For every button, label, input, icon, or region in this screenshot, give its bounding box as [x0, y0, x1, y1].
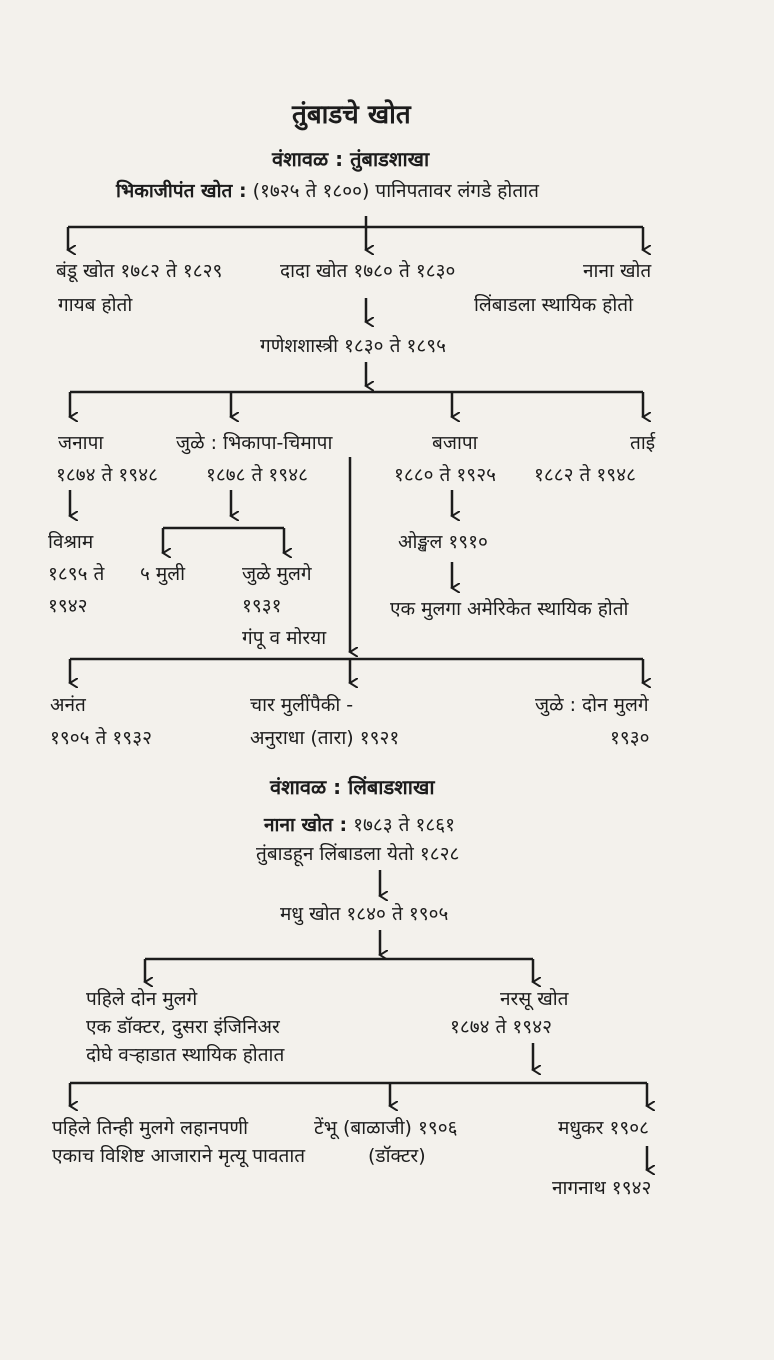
- root-name: भिकाजीपंत खोत :: [116, 180, 247, 202]
- root-desc: (१७२५ ते १८००) पानिपतावर लंगडे होतात: [252, 180, 539, 202]
- node-first-two-2: एक डॉक्टर, दुसरा इंजिनिअर: [86, 1016, 280, 1038]
- node-bajapa: बजापा: [432, 432, 478, 454]
- node-janapa: जनापा: [58, 432, 104, 454]
- node-three-sons-1: पहिले तिन्ही मुलगे लहानपणी: [52, 1117, 249, 1139]
- limbad-nana: [264, 814, 455, 837]
- node-jule: जुळे : भिकापा-चिमापा: [176, 432, 333, 454]
- root-node: [116, 180, 539, 203]
- node-odhdhal: ओङ्खल १९१०: [398, 531, 488, 553]
- node-bandu: बंडू खोत १७८२ ते १८२९: [56, 260, 223, 282]
- node-madhu: मधु खोत १८४० ते १९०५: [280, 903, 449, 925]
- node-nagnath: नागनाथ १९४२: [552, 1177, 652, 1199]
- node-anant-years: १९०५ ते १९३२: [50, 727, 152, 749]
- node-nana-note: लिंबाडला स्थायिक होतो: [474, 294, 633, 316]
- node-nana: नाना खोत: [583, 260, 652, 282]
- limbad-nana-years: १७८३ ते १८६१: [353, 814, 456, 836]
- node-us-son: एक मुलगा अमेरिकेत स्थायिक होतो: [390, 598, 629, 620]
- node-four-girls: चार मुलींपैकी -: [250, 694, 354, 716]
- node-dada: दादा खोत १७८० ते १८३०: [280, 260, 456, 282]
- node-twin-boys-year: १९३१: [242, 595, 282, 617]
- node-three-sons-2: एकाच विशिष्ट आजाराने मृत्यू पावतात: [52, 1145, 306, 1167]
- node-anuradha: अनुराधा (तारा) १९२१: [250, 727, 400, 749]
- node-first-two-3: दोघे वऱ्हाडात स्थायिक होतात: [86, 1044, 285, 1066]
- node-vishram-years-1: १८९५ ते: [48, 563, 105, 585]
- node-madhukar: मधुकर १९०८: [558, 1117, 649, 1139]
- limbad-heading: वंशावळ : लिंबाडशाखा: [270, 775, 435, 799]
- node-janapa-years: १८७४ ते १९४८: [56, 464, 158, 486]
- node-jule-years: १८७८ ते १९४८: [206, 464, 308, 486]
- node-vishram: विश्राम: [48, 531, 94, 553]
- node-narsu-years: १८७४ ते १९४२: [450, 1016, 552, 1038]
- node-twin-boys: जुळे मुलगे: [242, 563, 312, 585]
- node-tai: ताई: [630, 432, 656, 454]
- node-twin-boys-names: गंपू व मोरया: [242, 627, 327, 649]
- node-tembhu-note: (डॉक्टर): [368, 1145, 426, 1167]
- node-move: तुंबाडहून लिंबाडला येतो १८२८: [256, 843, 460, 865]
- node-tembhu: टेंभू (बाळाजी) १९०६: [314, 1117, 458, 1139]
- limbad-nana-name: नाना खोत :: [264, 814, 348, 836]
- node-bandu-note: गायब होतो: [58, 294, 133, 316]
- page-title: तुंबाडचे खोत: [292, 100, 411, 130]
- node-bajapa-years: १८८० ते १९२५: [394, 464, 496, 486]
- node-anant: अनंत: [50, 694, 86, 716]
- node-vishram-years-2: १९४२: [48, 595, 88, 617]
- node-first-two-1: पहिले दोन मुलगे: [86, 988, 198, 1010]
- node-jule-two: जुळे : दोन मुलगे: [535, 694, 649, 716]
- node-narsu: नरसू खोत: [500, 988, 569, 1010]
- tumbad-heading: वंशावळ : तुंबाडशाखा: [272, 147, 430, 171]
- node-ganesh: गणेशशास्त्री १८३० ते १८९५: [260, 335, 446, 357]
- node-jule-two-year: १९३०: [610, 727, 650, 749]
- node-five-girls: ५ मुली: [140, 563, 186, 585]
- node-tai-years: १८८२ ते १९४८: [534, 464, 636, 486]
